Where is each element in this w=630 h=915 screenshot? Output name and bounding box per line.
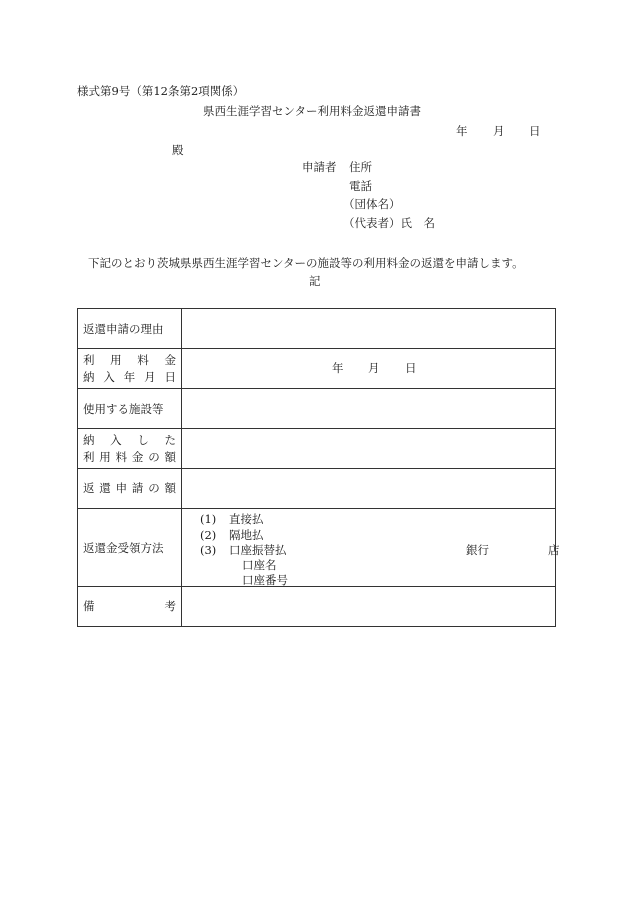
label-char: 納: [83, 369, 95, 384]
label-char: 日: [164, 369, 176, 384]
facility-label-cell: [78, 389, 182, 429]
label-char: 考: [164, 599, 176, 613]
remarks-label: [83, 598, 176, 615]
remarks-label-cell: [78, 587, 182, 627]
label-char: 額: [164, 449, 176, 464]
applicant-address-label: 住所: [349, 160, 372, 174]
applicant-representative-label: （代表者）氏 名: [343, 216, 435, 230]
method-direct-label: 直接払: [229, 511, 264, 526]
reason-field[interactable]: [182, 309, 556, 349]
label-char: の: [148, 449, 160, 464]
payment-date-label-line2: [83, 369, 176, 386]
account-number-label: 口座番号: [242, 572, 288, 587]
refund-form-table: [77, 308, 560, 627]
receipt-method-field[interactable]: [182, 509, 560, 587]
reason-label-cell: [78, 309, 182, 349]
label-char: 申: [115, 481, 128, 495]
refund-amount-label: [83, 480, 176, 497]
label-char: 利: [83, 352, 95, 367]
label-char: 返: [83, 481, 95, 495]
label-char: 請: [131, 481, 144, 495]
label-char: 用: [99, 449, 111, 464]
payment-date-label-line1: [83, 352, 176, 369]
date-year-label: 年: [456, 124, 468, 138]
receipt-method-label-cell: [78, 509, 182, 587]
receipt-method-label: 返還金受領方法: [83, 540, 164, 555]
method-direct-number: (1): [200, 511, 217, 526]
paid-amount-label-cell: [78, 429, 182, 469]
payment-date-field[interactable]: [182, 349, 556, 389]
bank-label: 銀行: [466, 542, 489, 557]
paid-amount-label-line2: [83, 449, 176, 466]
table-row: [78, 509, 556, 587]
addressee-suffix: 殿: [172, 143, 184, 157]
label-char: 納: [83, 432, 95, 447]
label-char: 額: [164, 481, 176, 495]
label-char: 金: [164, 352, 176, 367]
application-statement: 下記のとおり茨城県県西生涯学習センターの施設等の利用料金の返還を申請します。: [88, 256, 524, 270]
date-month-label: 月: [493, 124, 505, 138]
reason-label: 返還申請の理由: [83, 321, 164, 336]
payment-month-label: 月: [368, 360, 380, 375]
label-char: 金: [131, 449, 144, 464]
label-char: 入: [110, 432, 122, 447]
facility-label: 使用する施設等: [83, 401, 164, 416]
method-remote-number: (2): [200, 527, 217, 542]
payment-day-label: 日: [405, 360, 417, 375]
applicant-group-label: （団体名）: [343, 197, 401, 211]
table-row: [78, 389, 556, 429]
table-row: [78, 349, 556, 389]
label-char: た: [164, 432, 176, 447]
label-char: 還: [99, 481, 111, 495]
applicant-label: 申請者: [302, 160, 337, 174]
label-char: 年: [123, 369, 136, 384]
method-transfer-label: 口座振替払: [229, 542, 287, 557]
method-remote-label: 隔地払: [229, 527, 264, 542]
payment-date-label-cell: [78, 349, 182, 389]
paid-amount-field[interactable]: [182, 429, 556, 469]
label-char: 入: [103, 369, 115, 384]
table-row: [78, 469, 556, 509]
label-char: の: [148, 481, 160, 495]
label-char: 用: [110, 352, 122, 367]
label-char: し: [137, 432, 149, 447]
payment-year-label: 年: [332, 360, 344, 375]
ki-heading: 記: [309, 274, 321, 288]
branch-label: 店: [548, 542, 560, 557]
applicant-phone-label: 電話: [349, 179, 372, 193]
remarks-field[interactable]: [182, 587, 556, 627]
document-title: 県西生涯学習センター利用料金返還申請書: [203, 104, 422, 118]
table-row: [78, 429, 556, 469]
label-char: 料: [137, 352, 149, 367]
method-transfer-number: (3): [200, 542, 217, 557]
refund-amount-label-cell: [78, 469, 182, 509]
form-number: 様式第9号（第12条第2項関係）: [77, 84, 245, 98]
label-char: 備: [83, 599, 95, 613]
account-name-label: 口座名: [242, 557, 277, 572]
label-char: 月: [144, 369, 156, 384]
label-char: 料: [115, 449, 128, 464]
label-char: 利: [83, 449, 95, 464]
table-row: [78, 309, 556, 349]
facility-field[interactable]: [182, 389, 556, 429]
date-day-label: 日: [529, 124, 541, 138]
refund-amount-field[interactable]: [182, 469, 556, 509]
table-row: [78, 587, 556, 627]
paid-amount-label-line1: [83, 432, 176, 449]
